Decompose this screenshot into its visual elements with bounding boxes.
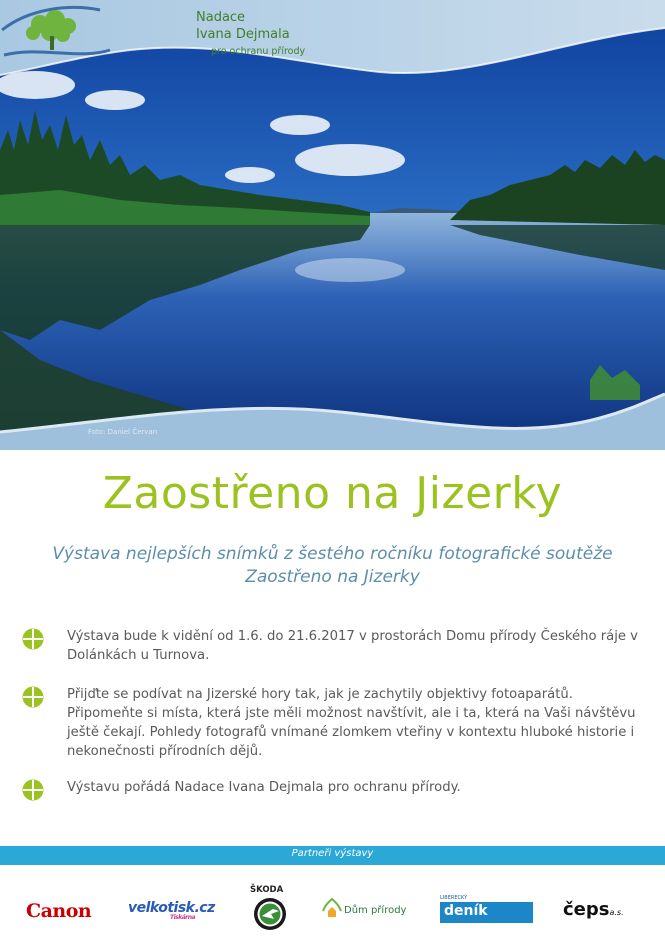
photo-credit: Foto: Daniel Červan [88, 428, 158, 436]
bullet-text: Přijďte se podívat na Jizerské hory tak, jak je zachytily objektivy fotoaparátů. Připomeňte si místa, která jste měli možnost navštívit, ale i ta, která na Vaši návštěvu ještě čekají. Pohledy fotografů vnímané zlomkem vteřiny v kontextu hluboké historie i nekonečnosti přírodních dějů. [67, 687, 636, 759]
leaf-house-icon [320, 897, 344, 921]
velkotisk-logo [128, 900, 215, 921]
velkotisk-subtext: Tiskárna [170, 914, 196, 921]
logo-line-3: pro ochranu přírody [211, 46, 306, 57]
page-subtitle: Výstava nejlepších snímků z šestého ročníku fotografické soutěže Zaostřeno na Jizerky [52, 544, 613, 587]
ceps-logo [563, 899, 624, 920]
skoda-text: ŠKODA [250, 885, 284, 895]
denik-text: deník [444, 903, 488, 919]
bullet-text: Výstava bude k vidění od 1.6. do 21.6.2017 v prostorách Domu přírody Českého ráje v Dolánkách u Turnova. [67, 629, 638, 663]
denik-region-text: LIBERECKÝ [440, 895, 468, 901]
canon-logo: Canon [26, 900, 92, 922]
partners-bar [0, 846, 665, 865]
ceps-suffix: a.s. [609, 908, 624, 917]
velkotisk-text: velkotisk.cz [128, 900, 215, 916]
partners-label: Partneři výstavy [291, 848, 374, 859]
skoda-emblem-icon [253, 897, 287, 931]
leaf-cross-bullet-icon [22, 628, 44, 650]
header-photo [0, 0, 665, 450]
dum-prirody-logo [320, 897, 420, 923]
leaf-cross-bullet-icon [22, 779, 44, 801]
logo-line-2: Ivana Dejmala [196, 27, 290, 42]
logo-line-1: Nadace [196, 10, 246, 25]
dum-prirody-text: Dům přírody [344, 905, 407, 916]
page-title: Zaostřeno na Jizerky [102, 468, 563, 519]
lake-landscape-photo [0, 0, 665, 450]
ceps-text: čeps [563, 899, 610, 920]
denik-logo [440, 902, 533, 923]
bullet-text: Výstavu pořádá Nadace Ivana Dejmala pro ochranu přírody. [67, 780, 461, 795]
leaf-cross-bullet-icon [22, 686, 44, 708]
